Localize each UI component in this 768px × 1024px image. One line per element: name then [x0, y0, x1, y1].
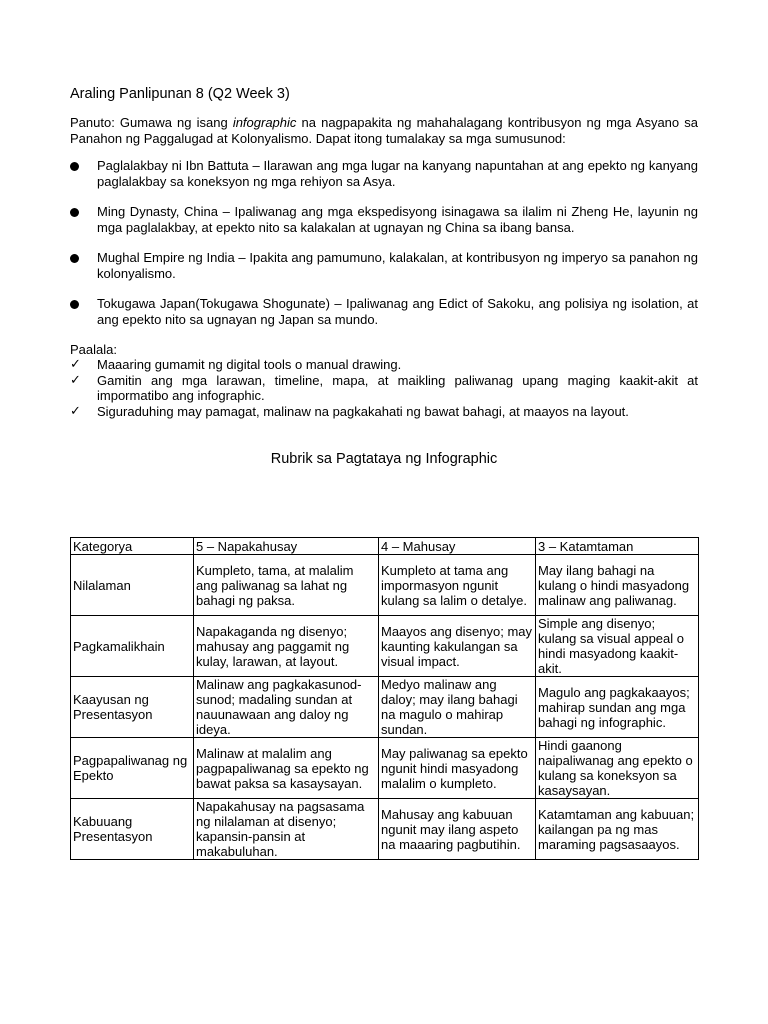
- table-header-row: [71, 538, 699, 555]
- category-cell: Kaayusan ng Presentasyon: [71, 677, 194, 738]
- category-cell: Pagpapaliwanag ng Epekto: [71, 738, 194, 799]
- table-cell: Katamtaman ang kabuuan; kailangan pa ng mas maraming pagsasaayos.: [536, 799, 699, 860]
- table-row: [71, 738, 699, 799]
- category-cell: Kabuuang Presentasyon: [71, 799, 194, 860]
- checkmark-icon: ✓: [70, 357, 81, 372]
- document-page: [70, 86, 698, 859]
- category-cell: Pagkamalikhain: [71, 616, 194, 677]
- column-header: 3 – Katamtaman: [536, 538, 699, 555]
- table-cell: Mahusay ang kabuuan ngunit may ilang aspeto na maaaring pagbutihin.: [379, 799, 536, 860]
- table-cell: Malinaw ang pagkakasunod-sunod; madaling sundan at nauunawaan ang daloy ng ideya.: [194, 677, 379, 738]
- list-item: ✓ Siguraduhing may pamagat, malinaw na pagkakahati ng bawat bahagi, at maayos na layout.: [70, 403, 629, 419]
- table-cell: Magulo ang pagkakaayos; mahirap sundan ang mga bahagi ng infographic.: [536, 677, 699, 738]
- table-cell: May paliwanag sa epekto ngunit hindi masyadong malalim o kumpleto.: [379, 738, 536, 799]
- column-header: 5 – Napakahusay: [194, 538, 379, 555]
- table-row: [71, 555, 699, 616]
- table-cell: Napakahusay na pagsasama ng nilalaman at disenyo; kapansin-pansin at makabuluhan.: [194, 799, 379, 860]
- list-item: ✓ Gamitin ang mga larawan, timeline, mapa, at maikling paliwanag upang maging kaakit-akit at impormatibo ang infographic.: [70, 372, 698, 403]
- list-item: Mughal Empire ng India – Ipakita ang pamumuno, kalakalan, at kontribusyon ng imperyo sa panahon ng kolonyalismo.: [70, 250, 698, 281]
- table-cell: Kumpleto, tama, at malalim ang paliwanag sa lahat ng bahagi ng paksa.: [194, 555, 379, 616]
- topic-list: [70, 158, 698, 327]
- bullet-icon: [70, 300, 79, 309]
- column-header: Kategorya: [71, 538, 194, 555]
- table-cell: Maayos ang disenyo; may kaunting kakulangan sa visual impact.: [379, 616, 536, 677]
- category-cell: Nilalaman: [71, 555, 194, 616]
- list-item: Paglalakbay ni Ibn Battuta – Ilarawan ang mga lugar na kanyang napuntahan at ang epekto ng kanyang paglalakbay sa koneksyon ng mga rehiyon sa Asya.: [70, 158, 698, 189]
- list-item: Ming Dynasty, China – Ipaliwanag ang mga ekspedisyong isinagawa sa ilalim ni Zheng He, layunin ng mga paglalakbay, at epekto nito sa kalakalan at ugnayan ng China sa ibang bansa.: [70, 204, 698, 235]
- table-cell: Hindi gaanong naipaliwanag ang epekto o kulang sa koneksyon sa kasaysayan.: [536, 738, 699, 799]
- reminders-label: Paalala:: [70, 342, 117, 357]
- reminders-list: [70, 357, 698, 419]
- rubric-title: Rubrik sa Pagtataya ng Infographic: [270, 451, 498, 467]
- bullet-icon: [70, 254, 79, 263]
- rubric-table: [70, 537, 699, 860]
- checkmark-icon: ✓: [70, 403, 81, 419]
- list-item: ✓ Maaaring gumamit ng digital tools o manual drawing.: [70, 357, 402, 372]
- instructions-label: Panuto:: [70, 115, 115, 130]
- document-title: Araling Panlipunan 8 (Q2 Week 3): [70, 86, 290, 102]
- table-row: [71, 677, 699, 738]
- table-row: [71, 616, 699, 677]
- table-cell: Medyo malinaw ang daloy; may ilang bahagi na magulo o mahirap sundan.: [379, 677, 536, 738]
- table-row: [71, 799, 699, 860]
- table-cell: Malinaw at malalim ang pagpapaliwanag sa epekto ng bawat paksa sa kasaysayan.: [194, 738, 379, 799]
- table-cell: Simple ang disenyo; kulang sa visual appeal o hindi masyadong kaakit-akit.: [536, 616, 699, 677]
- table-cell: Napakaganda ng disenyo; mahusay ang paggamit ng kulay, larawan, at layout.: [194, 616, 379, 677]
- instructions-italic-word: infographic: [232, 115, 297, 130]
- list-item: Tokugawa Japan(Tokugawa Shogunate) – Ipaliwanag ang Edict of Sakoku, ang polisiya ng isolation, at ang epekto nito sa ugnayan ng Japan sa mundo.: [70, 296, 698, 327]
- table-cell: May ilang bahagi na kulang o hindi masyadong malinaw ang paliwanag.: [536, 555, 699, 616]
- column-header: 4 – Mahusay: [379, 538, 536, 555]
- checkmark-icon: ✓: [70, 372, 81, 388]
- bullet-icon: [70, 162, 79, 171]
- table-cell: Kumpleto at tama ang impormasyon ngunit kulang sa lalim o detalye.: [379, 555, 536, 616]
- instructions-paragraph: Panuto: Gumawa ng isang infographic na nagpapakita ng mahahalagang kontribusyon ng mga Asyano sa Panahon ng Paggalugad at Kolonyalismo. Dapat itong tumalakay sa mga sumusunod:: [70, 115, 698, 146]
- bullet-icon: [70, 208, 79, 217]
